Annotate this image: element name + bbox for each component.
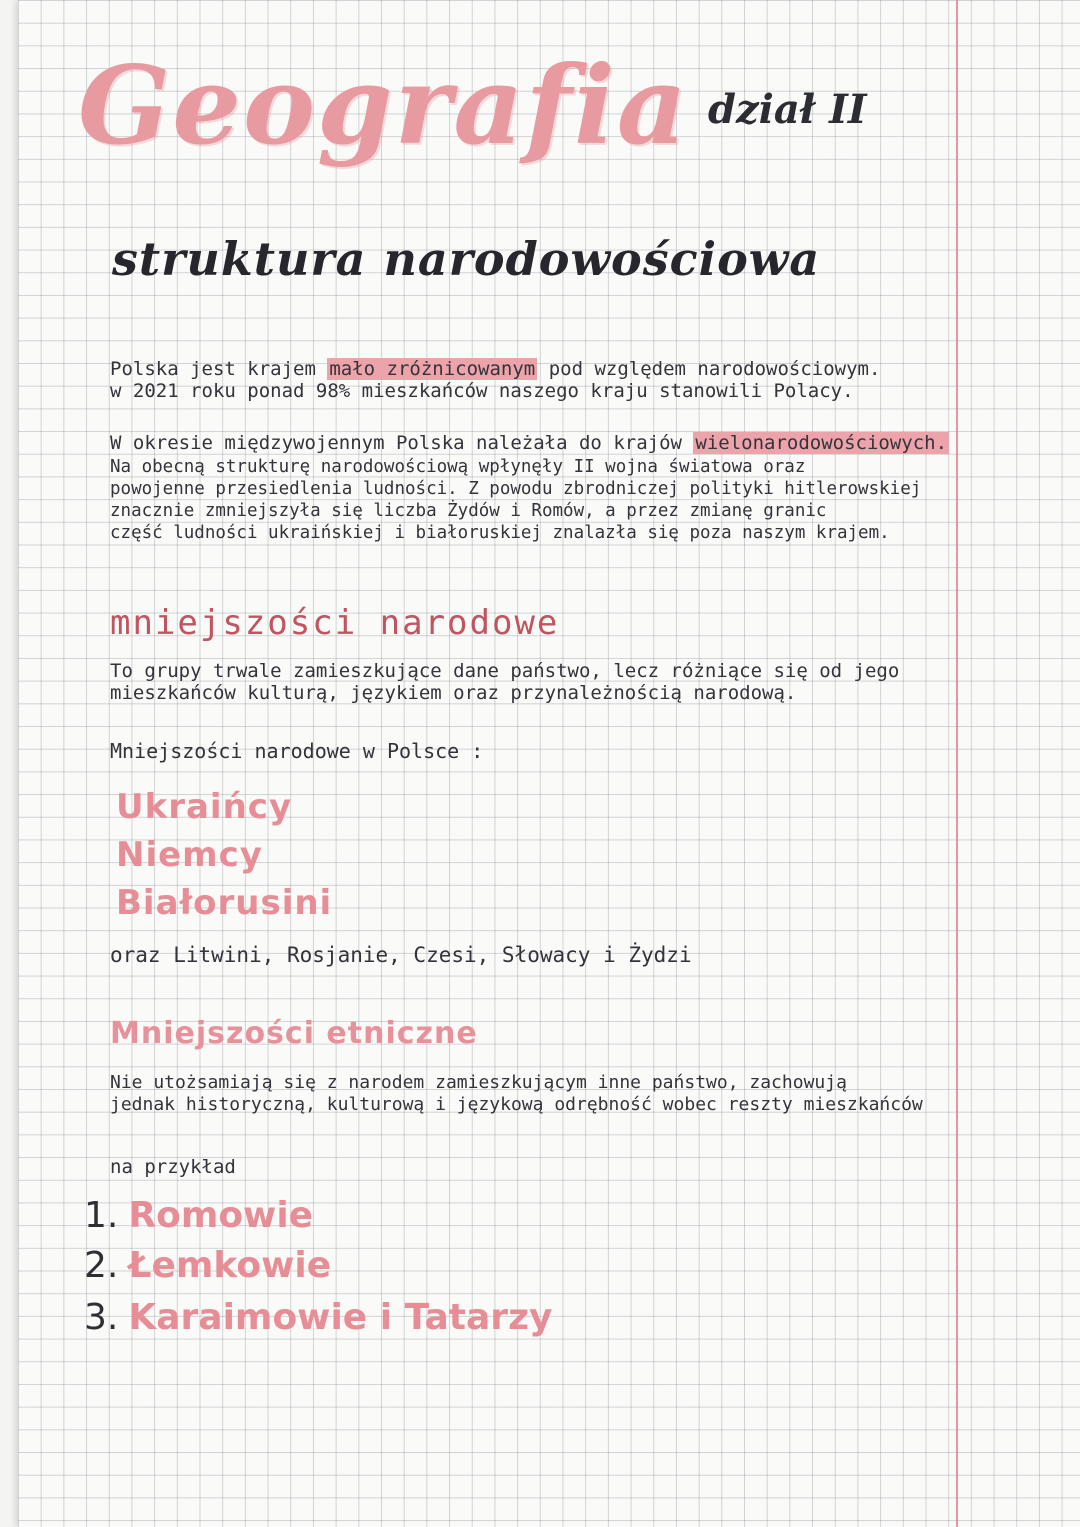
list-label: Romowie — [128, 1195, 314, 1236]
list-label: Karaimowie i Tatarzy — [128, 1297, 553, 1338]
minority-item: Białorusini — [116, 883, 333, 923]
notebook-page — [18, 0, 1080, 1527]
list-number: 1. — [84, 1195, 119, 1236]
intro-text-end: pod względem narodowościowym. — [537, 358, 881, 380]
highlight-multinational: wielonarodowościowych. — [695, 432, 948, 454]
intro-line-2: w 2021 roku ponad 98% mieszkańców naszego kraju stanowili Polacy. — [110, 380, 854, 402]
margin-line — [956, 0, 958, 1527]
paragraph-history: Na obecną strukturę narodowościową wpłynęły II wojna światowa oraz powojenne przesiedlenia ludności. Z powodu zbrodniczej polityki hitlerowskiej znacznie zmniejszyła się liczba Żydów i Romów, a przez zmianę granic część ludności ukraińskiej i białoruskiej znalazła się poza naszym krajem. — [110, 457, 922, 543]
interwar-text: W okresie międzywojennym Polska należała do krajów — [110, 432, 694, 454]
chapter-label: dział II — [708, 86, 867, 133]
national-minorities-heading: mniejszości narodowe — [110, 603, 560, 643]
list-label: Łemkowie — [128, 1245, 332, 1286]
highlight-low-diversity: mało zróżnicowanym — [329, 358, 536, 380]
minority-item: Niemcy — [116, 835, 263, 875]
national-intro: Mniejszości narodowe w Polsce : — [110, 739, 484, 763]
ethnic-list-item — [84, 1297, 553, 1338]
national-extra: oraz Litwini, Rosjanie, Czesi, Słowacy i Żydzi — [110, 943, 692, 967]
ethnic-minorities-heading: Mniejszości etniczne — [110, 1016, 478, 1051]
list-number: 3. — [84, 1297, 119, 1338]
national-definition: To grupy trwale zamieszkujące dane państwo, lecz różniące się od jego mieszkańców kulturą, językiem oraz przynależnością narodową. — [110, 660, 900, 704]
intro-text-start: Polska jest krajem — [110, 358, 328, 380]
example-label: na przykład — [110, 1156, 236, 1178]
paragraph-interwar — [110, 410, 970, 454]
page-title: Geografia — [78, 43, 689, 169]
minority-item: Ukraińcy — [116, 787, 293, 827]
section-heading: struktura narodowościowa — [112, 232, 821, 286]
ethnic-list-item — [84, 1245, 332, 1286]
list-number: 2. — [84, 1245, 119, 1286]
ethnic-list-item — [84, 1195, 314, 1236]
ethnic-description: Nie utożsamiają się z narodem zamieszkującym inne państwo, zachowują jednak historyczną, kulturową i językową odrębność wobec reszty mieszkańców — [110, 1072, 923, 1115]
